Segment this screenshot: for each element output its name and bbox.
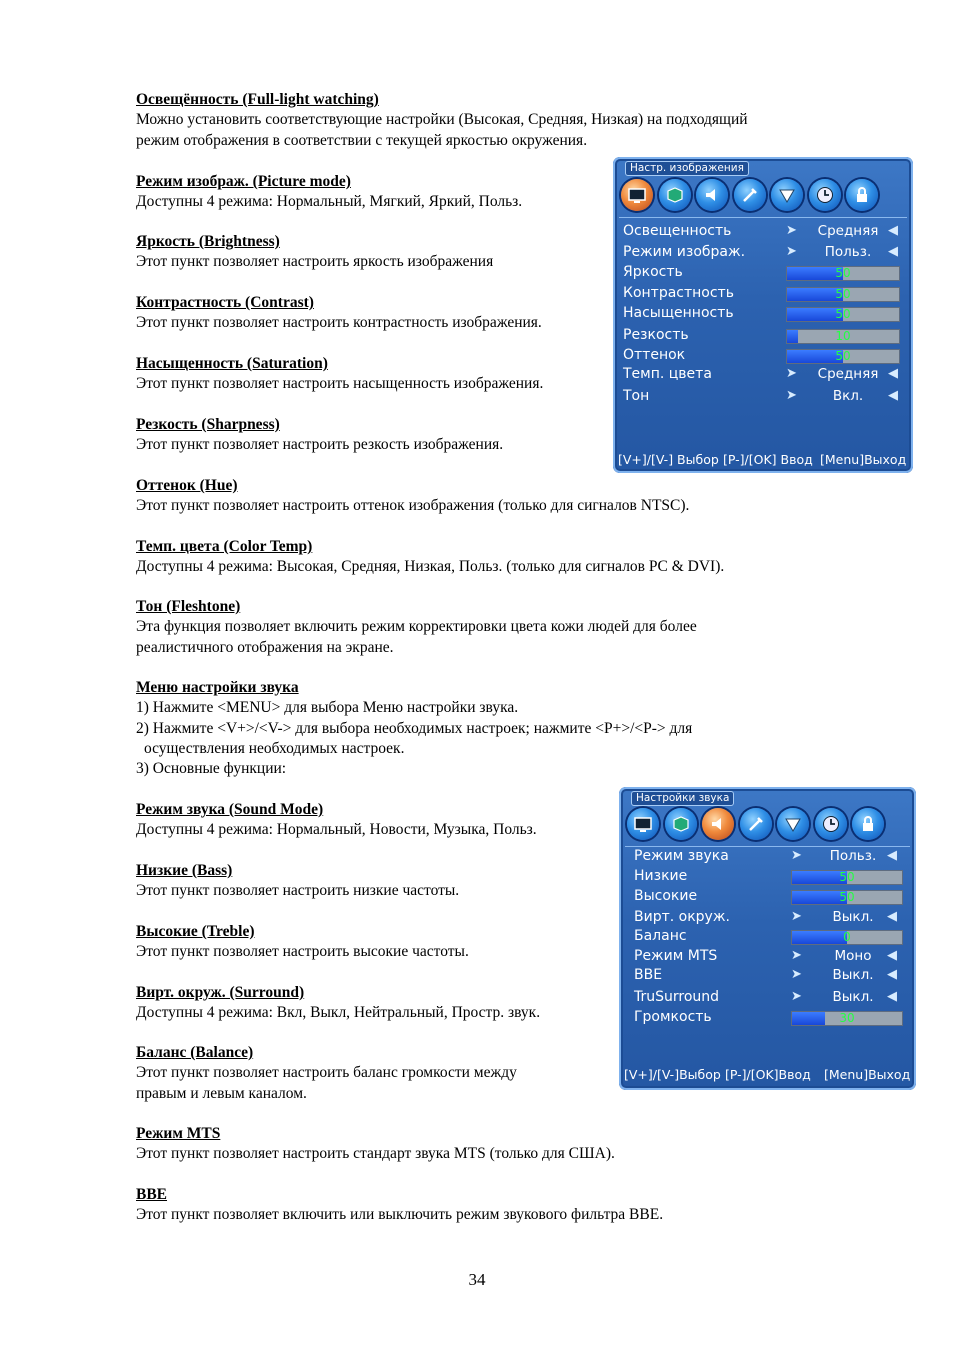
menu-row-label: BBE	[634, 967, 663, 983]
menu-row-label: Тон	[623, 388, 650, 404]
section-heading: Вирт. окруж. (Surround)	[136, 984, 305, 1001]
lock-icon[interactable]	[852, 808, 884, 840]
section-text: режим отображения в соответствии с текущей яркостью окружения.	[136, 131, 588, 149]
menu-row[interactable]	[623, 262, 903, 282]
menu-row[interactable]	[623, 242, 903, 262]
menu-row-label: Режим MTS	[634, 948, 718, 964]
menu-row-label: Баланс	[634, 928, 687, 944]
section	[136, 922, 469, 963]
sound-settings-menu	[619, 787, 916, 1090]
menu-row[interactable]	[623, 283, 903, 303]
section-heading: Тон (Fleshtone)	[136, 598, 241, 615]
menu-row-label: Оттенок	[623, 347, 686, 363]
section	[136, 1043, 517, 1104]
right-arrow-icon[interactable]: ➤	[791, 948, 802, 963]
menu-row[interactable]	[623, 386, 903, 406]
menu-row[interactable]	[634, 946, 909, 966]
menu-row-value: Выкл.	[832, 967, 874, 983]
menu-row-label: Яркость	[623, 264, 683, 280]
slider-bar[interactable]	[791, 930, 903, 945]
footer-hint: [P-]/[OK]Ввод	[725, 1067, 811, 1082]
right-arrow-icon[interactable]: ➤	[791, 989, 802, 1004]
slider-value: 0	[843, 930, 851, 944]
slider-bar[interactable]	[791, 890, 903, 905]
menu-row-label: Режим звука	[634, 848, 729, 864]
section-heading: Баланс (Balance)	[136, 1044, 254, 1061]
menu-row[interactable]	[623, 303, 903, 323]
section-text: Этот пункт позволяет настроить резкость изображения.	[136, 436, 504, 454]
menu-row[interactable]	[623, 325, 903, 345]
left-arrow-icon[interactable]: ◀	[887, 848, 897, 863]
section-text: осуществления необходимых настроек.	[144, 739, 405, 757]
section-text: Этот пункт позволяет настроить насыщенность изображения.	[136, 375, 544, 393]
slider-value: 10	[835, 329, 851, 343]
slider-bar[interactable]	[786, 349, 900, 364]
section-heading: Режим изображ. (Picture mode)	[136, 173, 351, 190]
left-arrow-icon[interactable]: ◀	[887, 967, 897, 982]
menu-row-label: Насыщенность	[623, 305, 734, 321]
section-text: реалистичного отображения на экране.	[136, 638, 394, 656]
screen-icon[interactable]	[665, 808, 697, 840]
section-text: Доступны 4 режима: Нормальный, Мягкий, Яркий, Польз.	[136, 193, 523, 211]
section-text: Этот пункт позволяет настроить оттенок изображения (только для сигналов NTSC).	[136, 497, 690, 515]
footer-hint: [V+]/[V-] Выбор	[618, 452, 719, 467]
picture-settings-menu	[613, 157, 913, 473]
lock-icon[interactable]	[846, 179, 878, 211]
section-text: 1) Нажмите <MENU> для выбора Меню настройки звука.	[136, 699, 519, 717]
divider	[619, 217, 907, 218]
menu-row-value: Польз.	[824, 244, 872, 260]
footer-hint: [Menu]Выход	[820, 452, 907, 467]
section-heading: Резкость (Sharpness)	[136, 416, 280, 433]
section-heading: Низкие (Bass)	[136, 862, 233, 879]
menu-row-value: Средняя	[817, 223, 879, 239]
menu-row-label: Низкие	[634, 868, 688, 884]
section-heading: Режим MTS	[136, 1125, 221, 1142]
slider-bar[interactable]	[791, 870, 903, 885]
slider-bar[interactable]	[786, 287, 900, 302]
menu-row-label: Контрастность	[623, 285, 734, 301]
menu-row[interactable]	[634, 926, 909, 946]
footer-hint: [P-]/[OK] Ввод	[723, 452, 813, 467]
menu-row-label: Освещенность	[623, 223, 732, 239]
slider-bar[interactable]	[786, 266, 900, 281]
section	[136, 354, 543, 395]
section	[136, 537, 724, 578]
section-text: Этот пункт позволяет настроить высокие частоты.	[136, 943, 469, 961]
menu-row-value: Польз.	[829, 848, 877, 864]
section	[136, 861, 459, 902]
menu-row[interactable]	[623, 364, 903, 384]
section-heading: Насыщенность (Saturation)	[136, 355, 328, 372]
section	[136, 1124, 615, 1165]
right-arrow-icon[interactable]: ➤	[786, 223, 797, 238]
section-heading: Темп. цвета (Color Temp)	[136, 538, 313, 555]
slider-bar[interactable]	[786, 329, 900, 344]
menu-row-label: Вирт. окруж.	[634, 909, 730, 925]
picture-icon[interactable]	[627, 808, 659, 840]
left-arrow-icon[interactable]: ◀	[887, 948, 897, 963]
left-arrow-icon[interactable]: ◀	[888, 244, 898, 259]
section	[136, 90, 748, 151]
right-arrow-icon[interactable]: ➤	[791, 848, 802, 863]
section-text: Этот пункт позволяет настроить контрастность изображения.	[136, 314, 542, 332]
section-text: Этот пункт позволяет настроить баланс громкости между	[136, 1064, 517, 1082]
section	[136, 597, 697, 658]
section-text: Можно установить соответствующие настройки (Высокая, Средняя, Низкая) на подходящий	[136, 111, 748, 129]
menu-row[interactable]	[634, 886, 909, 906]
slider-value: 50	[835, 349, 851, 363]
menu-row[interactable]	[634, 1007, 909, 1027]
menu-row[interactable]	[623, 221, 903, 241]
menu-title: Настр. изображения	[625, 161, 749, 176]
menu-row-label: Резкость	[623, 327, 689, 343]
tools-icon[interactable]	[740, 808, 772, 840]
menu-row[interactable]	[634, 866, 909, 886]
menu-row-value: Вкл.	[832, 388, 864, 404]
slider-value: 50	[839, 890, 855, 904]
menu-row-label: Громкость	[634, 1009, 712, 1025]
sound-icon[interactable]	[696, 179, 728, 211]
section-heading: BBE	[136, 1186, 168, 1203]
section	[136, 476, 689, 517]
slider-value: 30	[839, 1011, 855, 1025]
menu-tab-bar	[621, 179, 884, 211]
footer-hint: [Menu]Выход	[824, 1067, 911, 1082]
section	[136, 800, 537, 841]
left-arrow-icon[interactable]: ◀	[887, 909, 897, 924]
tv-icon[interactable]	[771, 179, 803, 211]
section	[136, 983, 540, 1024]
menu-row[interactable]	[623, 345, 903, 365]
right-arrow-icon[interactable]: ➤	[786, 388, 797, 403]
section-text: Этот пункт позволяет настроить стандарт звука MTS (только для США).	[136, 1145, 615, 1163]
section	[136, 678, 692, 779]
section-heading: Контрастность (Contrast)	[136, 294, 314, 311]
section-text: правым и левым каналом.	[136, 1084, 307, 1102]
left-arrow-icon[interactable]: ◀	[887, 989, 897, 1004]
section-heading: Оттенок (Hue)	[136, 477, 238, 494]
clock-icon[interactable]	[815, 808, 847, 840]
section-text: 3) Основные функции:	[136, 760, 287, 778]
menu-row-value: Выкл.	[832, 989, 874, 1005]
page-number: 34	[468, 1270, 486, 1289]
section	[136, 1185, 663, 1226]
footer-hint: [V+]/[V-]Выбор	[624, 1067, 721, 1082]
section-text: Доступны 4 режима: Нормальный, Новости, Музыка, Польз.	[136, 821, 537, 839]
menu-tab-bar	[627, 808, 890, 840]
sound-icon[interactable]	[702, 808, 734, 840]
section-heading: Яркость (Brightness)	[136, 233, 280, 250]
section	[136, 293, 542, 334]
slider-bar[interactable]	[791, 1011, 903, 1026]
slider-value: 50	[835, 307, 851, 321]
menu-row-label: Темп. цвета	[623, 366, 712, 382]
picture-icon[interactable]	[621, 179, 653, 211]
section-text: Доступны 4 режима: Вкл, Выкл, Нейтральный, Простр. звук.	[136, 1004, 541, 1022]
right-arrow-icon[interactable]: ➤	[791, 967, 802, 982]
menu-row-label: Режим изображ.	[623, 244, 746, 260]
slider-bar[interactable]	[786, 307, 900, 322]
section-heading: Режим звука (Sound Mode)	[136, 801, 324, 818]
section-heading: Меню настройки звука	[136, 679, 299, 696]
menu-row[interactable]	[634, 965, 909, 985]
menu-row-value: Выкл.	[832, 909, 874, 925]
slider-value: 50	[835, 266, 851, 280]
section-heading: Высокие (Treble)	[136, 923, 255, 940]
menu-title: Настройки звука	[631, 791, 734, 806]
section-text: 2) Нажмите <V+>/<V-> для выбора необходимых настроек; нажмите <P+>/<P-> для	[136, 719, 693, 737]
menu-row[interactable]	[634, 907, 909, 927]
section	[136, 232, 493, 273]
menu-row[interactable]	[634, 987, 909, 1007]
left-arrow-icon[interactable]: ◀	[888, 388, 898, 403]
menu-row-value: Средняя	[817, 366, 879, 382]
section-text: Доступны 4 режима: Высокая, Средняя, Низкая, Польз. (только для сигналов PC & DVI).	[136, 558, 725, 576]
screen-icon[interactable]	[659, 179, 691, 211]
section-text: Этот пункт позволяет включить или выключить режим звукового фильтра BBE.	[136, 1206, 664, 1224]
right-arrow-icon[interactable]: ➤	[786, 244, 797, 259]
slider-value: 50	[839, 870, 855, 884]
section	[136, 415, 503, 456]
section-heading: Освещённость (Full-light watching)	[136, 91, 379, 108]
section-text: Этот пункт позволяет настроить яркость изображения	[136, 253, 494, 271]
section-text: Этот пункт позволяет настроить низкие частоты.	[136, 882, 460, 900]
slider-value: 50	[835, 287, 851, 301]
section	[136, 172, 522, 213]
menu-row-value: Моно	[834, 948, 872, 964]
menu-row-label: Высокие	[634, 888, 698, 904]
tools-icon[interactable]	[734, 179, 766, 211]
section-text: Эта функция позволяет включить режим корректировки цвета кожи людей для более	[136, 618, 697, 636]
right-arrow-icon[interactable]: ➤	[791, 909, 802, 924]
clock-icon[interactable]	[809, 179, 841, 211]
tv-icon[interactable]	[777, 808, 809, 840]
right-arrow-icon[interactable]: ➤	[786, 366, 797, 381]
menu-row-label: TruSurround	[634, 989, 720, 1005]
menu-row[interactable]	[634, 846, 909, 866]
left-arrow-icon[interactable]: ◀	[888, 366, 898, 381]
left-arrow-icon[interactable]: ◀	[888, 223, 898, 238]
